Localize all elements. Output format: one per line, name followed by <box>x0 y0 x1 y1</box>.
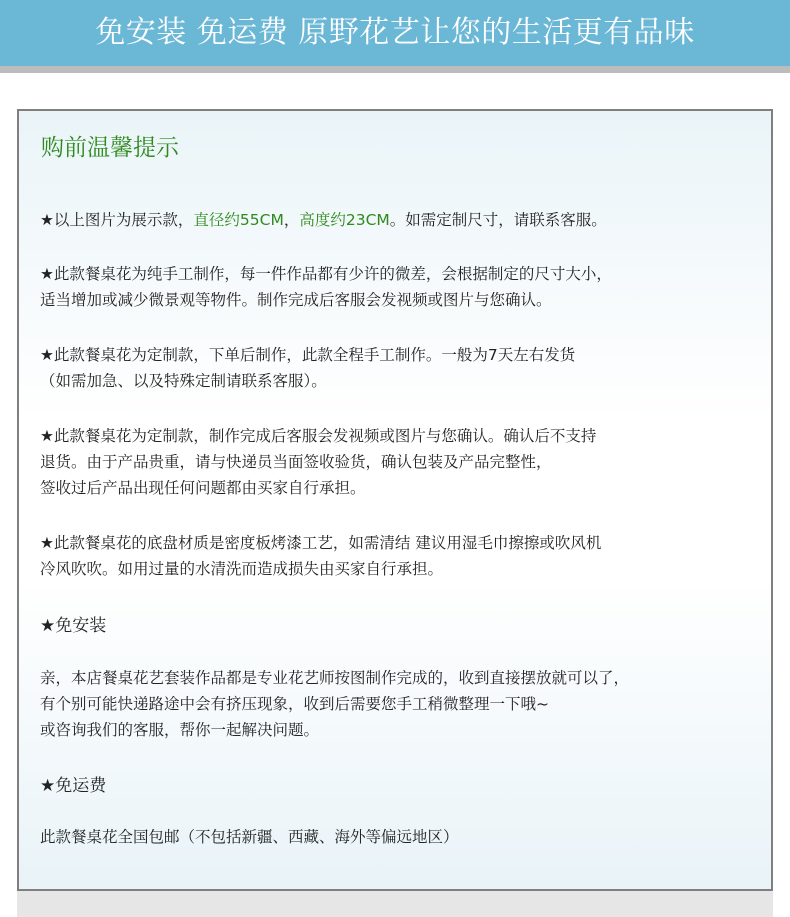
tip-custom-order-line: （如需加急、以及特殊定制请联系客服）。 <box>40 372 327 390</box>
tip-handmade-line: ★此款餐桌花为纯手工制作，每一件作品都有少许的微差，会根据制定的尺寸大小， <box>40 265 612 283</box>
tips-title: 购前温馨提示 <box>41 135 179 161</box>
tip-return-policy-line: 签收过后产品出现任何问题都由买家自行承担。 <box>40 479 366 497</box>
tip-handmade <box>40 261 770 313</box>
tip-size <box>40 207 770 233</box>
purchase-tips-card <box>17 109 773 891</box>
tip-care-line: ★此款餐桌花的底盘材质是密度板烤漆工艺，如需清结 建议用湿毛巾擦擦或吹风机 <box>40 534 602 552</box>
install-text-line: 或咨询我们的客服，帮你一起解决问题。 <box>40 721 320 739</box>
tip-size-outro: 。如需定制尺寸，请联系客服。 <box>389 211 607 229</box>
card-footer-band <box>17 891 773 917</box>
shipping-heading: ★免运费 <box>40 776 107 796</box>
install-text-line: 亲，本店餐桌花艺套装作品都是专业花艺师按图制作完成的，收到直接摆放就可以了， <box>40 669 630 687</box>
tip-handmade-line: 适当增加或减少微景观等物件。制作完成后客服会发视频或图片与您确认。 <box>40 291 552 309</box>
promo-banner: 免安装 免运费 原野花艺让您的生活更有品味 <box>0 0 790 66</box>
tip-return-policy-line: 退货。由于产品贵重，请与快递员当面签收验货，确认包装及产品完整性， <box>40 453 552 471</box>
tip-custom-order-line: ★此款餐桌花为定制款，下单后制作，此款全程手工制作。一般为7天左右发货 <box>40 346 576 364</box>
install-heading: ★免安装 <box>40 616 107 636</box>
shipping-text: 此款餐桌花全国包邮（不包括新疆、西藏、海外等偏远地区） <box>40 828 459 846</box>
tip-custom-order <box>40 342 770 394</box>
tip-care-line: 冷风吹吹。如用过量的水清洗而造成损失由买家自行承担。 <box>40 560 444 578</box>
tip-size-intro: ★以上图片为展示款， <box>40 211 194 229</box>
tip-care <box>40 530 770 582</box>
tip-return-policy-line: ★此款餐桌花为定制款，制作完成后客服会发视频或图片与您确认。确认后不支持 <box>40 427 597 445</box>
tip-size-height: 高度约23CM <box>299 211 390 229</box>
banner-divider <box>0 66 790 73</box>
install-text-line: 有个别可能快递路途中会有挤压现象，收到后需要您手工稍微整理一下哦~ <box>40 695 549 713</box>
tip-size-separator: ， <box>283 211 300 229</box>
install-text <box>40 665 770 743</box>
tip-size-diameter: 直径约55CM <box>193 211 284 229</box>
tip-return-policy <box>40 423 770 501</box>
